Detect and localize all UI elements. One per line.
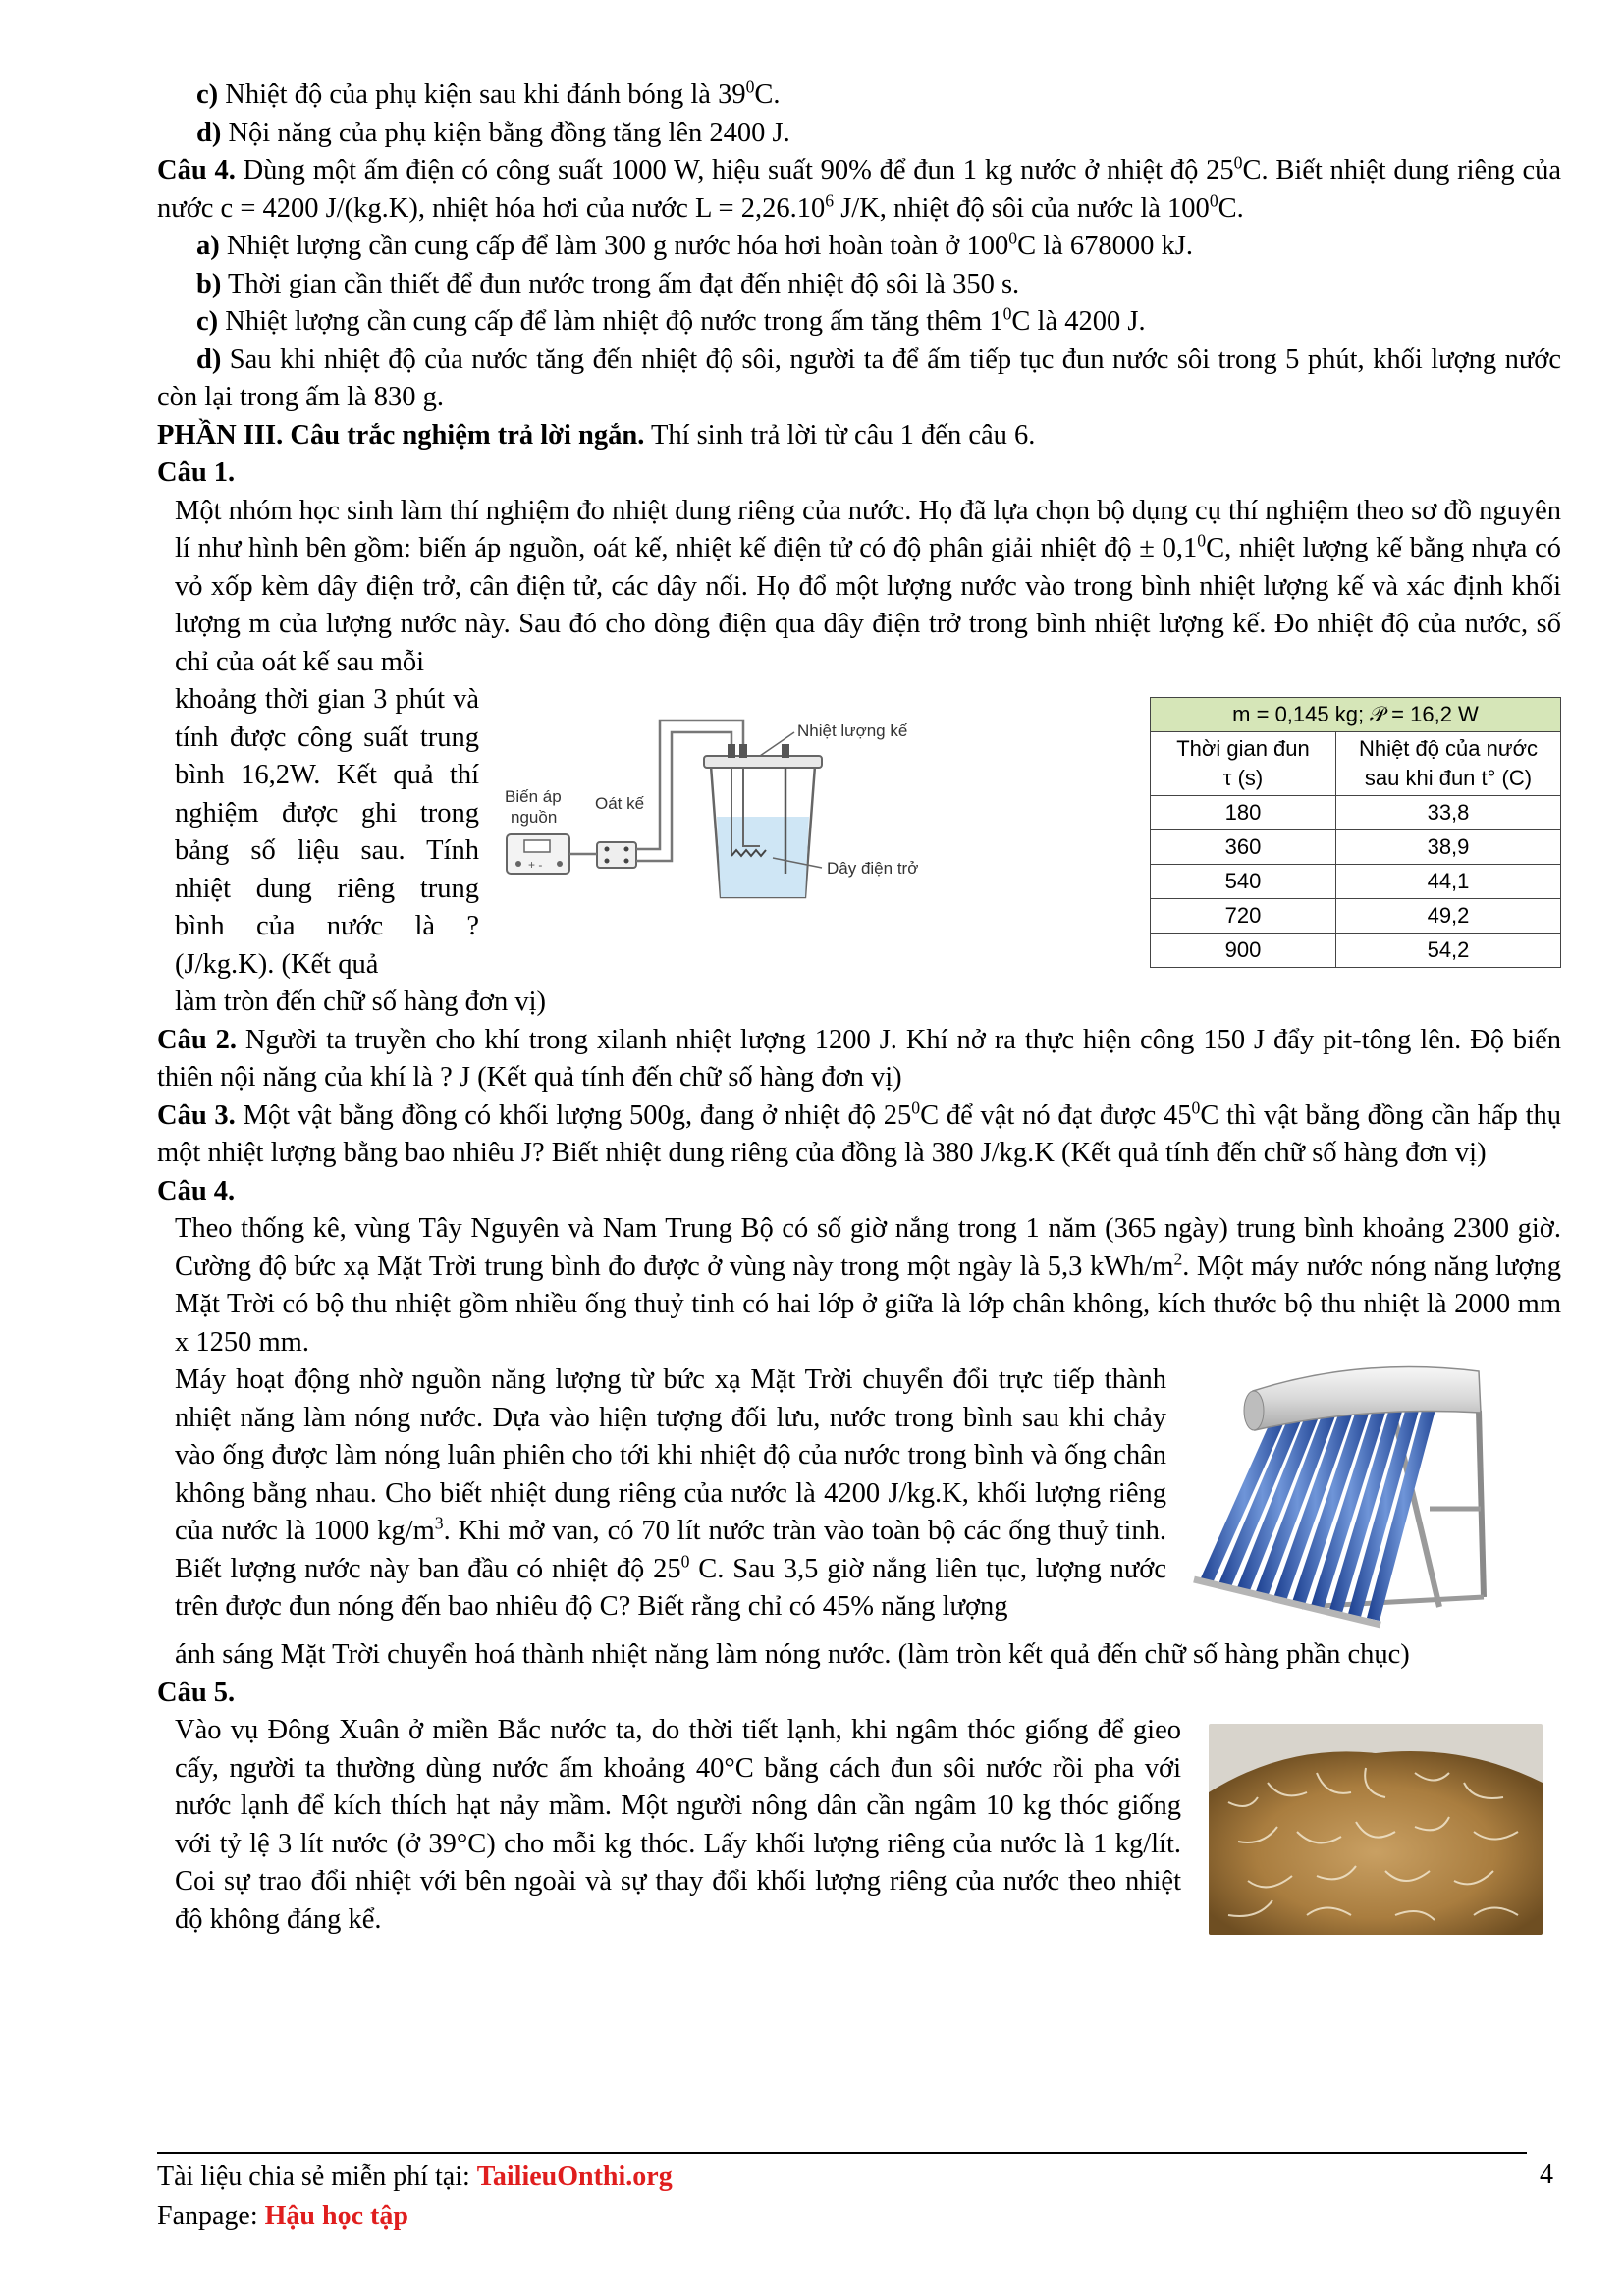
source-terminal-icon [515, 861, 521, 867]
wattmeter-terminal-icon [605, 847, 610, 852]
q4-figure-row [157, 1362, 1561, 1636]
table-header: m = 0,145 kg; 𝒫 = 16,2 W [1151, 698, 1561, 732]
terminal-icon [728, 744, 735, 758]
q5-text: Vào vụ Đông Xuân ở miền Bắc nước ta, do thời tiết lạnh, khi ngâm thóc giống để gieo cấy, người ta thường dùng nước ấm khoảng 40°C bằng cách đun sôi nước rồi pha với nước lạnh để kích thích hạt nảy mầm. Một người nông dân cần ngâm 10 kg thóc giống với tỷ lệ 3 lít nước (ở 39°C) cho mỗi kg thóc. Lấy khối lượng riêng của nước là 1 kg/lít. Coi sự trao đổi nhiệt với bên ngoài và sự thay đổi khối lượng riêng của nước theo nhiệt độ không đáng kể. [175, 1715, 1181, 1935]
q4-prev-option-d: d) Sau khi nhiệt độ của nước tăng đến nhiệt độ sôi, người ta để ấm tiếp tục đun nước sôi trong 5 phút, khối lượng nước còn lại trong ấm là 830 g. [157, 344, 1561, 412]
source-display [524, 840, 550, 852]
q2-text: Câu 2. Người ta truyền cho khí trong xilanh nhiệt lượng 1200 J. Khí nở ra thực hiện công 150 J đẩy pit-tông lên. Độ biến thiên nội năng của khí là ? J (Kết quả tính đến chữ số hàng đơn vị) [157, 1024, 1561, 1093]
table-row: 180 33,8 [1151, 796, 1561, 830]
thermometer-icon [782, 744, 789, 758]
q1-label: Câu 1. [157, 457, 236, 488]
q4-prev-option-a: a) Nhiệt lượng cần cung cấp để làm 300 g nước hóa hơi hoàn toàn ở $100^0C$ là 678000 kJ. [196, 228, 1193, 261]
q4-text: Theo thống kê, vùng Tây Nguyên và Nam Trung Bộ có số giờ nắng trong 1 năm (365 ngày) trung bình khoảng 2300 giờ. Cường độ bức xạ Mặt Trời trung bình đo được ở vùng này trong một ngày là 5,3 kWh/$m^2$. Một máy nước nóng năng lượng Mặt Trời có bộ thu nhiệt gồm nhiều ống thuỷ tinh có hai lớp ở giữa là lớp chân không, kích thước bộ thu nhiệt là 2000 mm x 1250 mm. [175, 1213, 1561, 1358]
wattmeter-label: Oát kế [595, 794, 645, 813]
wattmeter-terminal-icon [624, 847, 629, 852]
water-tank [1253, 1367, 1481, 1431]
q4-prev-option-b: b) Thời gian cần thiết để đun nước trong ấm đạt đến nhiệt độ sôi là 350 s. [196, 268, 1020, 299]
q5-label: Câu 5. [157, 1677, 236, 1708]
table-row: 540 44,1 [1151, 865, 1561, 899]
source-terminal-icon [557, 861, 563, 867]
q5-figure-row [157, 1712, 1561, 1939]
table-row: 900 54,2 [1151, 934, 1561, 968]
document-body [157, 77, 1561, 1939]
q4-prev-stem: Câu 4. Dùng một ấm điện có công suất 1000 W, hiệu suất 90% để đun 1 kg nước ở nhiệt độ $25^0C$. Biết nhiệt dung riêng của nước c = 4200 J/(kg.K), nhiệt hóa hơi của nước $L = 2,26.10^6$ J/K, nhiệt độ sôi của nước là $100^0C$. [157, 152, 1561, 224]
tank-end-cap [1244, 1391, 1264, 1430]
wattmeter-terminal-icon [605, 859, 610, 864]
q1-side-text: khoảng thời gian 3 phút và tính được công suất trung bình 16,2W. Kết quả thí nghiệm được ghi trong bảng số liệu sau. Tính nhiệt dung riêng trung bình của nước là ? (J/kg.K). (Kết quả [175, 684, 479, 980]
column-header-temperature: Nhiệt độ của nước sau khi đun t° (C) [1336, 732, 1561, 796]
q1-text: Một nhóm học sinh làm thí nghiệm đo nhiệt dung riêng của nước. Họ đã lựa chọn bộ dụng cụ thí nghiệm theo sơ đồ nguyên lí như hình bên gồm: biến áp nguồn, oát kế, nhiệt kế điện tử có độ phân giải nhiệt độ ± $0,1^0C$, nhiệt lượng kế bằng nhựa có vỏ xốp kèm dây điện trở, cân điện tử, các dây nối. Họ đổ một lượng nước vào trong bình nhiệt lượng kế và xác định khối lượng m của lượng nước này. Sau đó cho dòng điện qua dây điện trở trong bình nhiệt lượng kế. Đo nhiệt độ của nước, số chỉ của oát kế sau mỗi [175, 495, 1561, 677]
column-header-time: Thời gian đun τ (s) [1151, 732, 1336, 796]
data-table [1150, 697, 1561, 968]
footer-site-link[interactable]: TailieuOnthi.org [476, 2162, 673, 2192]
calorimeter-lid [704, 756, 822, 768]
footer-fanpage-link[interactable]: Hậu học tập [264, 2201, 408, 2231]
source-label-2: nguồn [511, 808, 558, 827]
q3-option-d: d) Nội năng của phụ kiện bằng đồng tăng lên 2400 J. [196, 117, 790, 148]
germinated-rice-image [1209, 1724, 1543, 1935]
experiment-diagram [503, 709, 969, 915]
resistor-label: Dây điện trở [827, 859, 919, 878]
q3-option-c: c) Nhiệt độ của phụ kiện sau khi đánh bóng là $39^0C$. [196, 77, 781, 110]
footer-divider [157, 2152, 1527, 2154]
wattmeter-box [597, 842, 636, 868]
source-polarity-icon: + - [528, 858, 543, 872]
q4-side-text: Máy hoạt động nhờ nguồn năng lượng từ bức xạ Mặt Trời chuyển đổi trực tiếp thành nhiệt năng làm nóng nước. Dựa vào hiện tượng đối lưu, nước trong bình sau khi chảy vào ống được làm nóng luân phiên cho tới khi nhiệt độ của nước trong bình và ống chân không bằng nhau. Cho biết nhiệt dung riêng của nước là 4200 J/kg.K, khối lượng riêng của nước là 1000 $kg/m^3$. Khi mở van, có 70 lít nước tràn vào toàn bộ các ống thuỷ tinh. Biết lượng nước này ban đầu có nhiệt độ $25^0$ C. Sau 3,5 giờ nắng liên tục, lượng nước trên được đun nóng đến bao nhiêu độ C? Biết rằng chỉ có 45% năng lượng [175, 1364, 1167, 1622]
terminal-icon [739, 744, 747, 758]
heater-frame [1479, 1411, 1484, 1597]
q1-tail: làm tròn đến chữ số hàng đơn vị) [175, 987, 546, 1017]
footer [157, 2158, 673, 2236]
source-label-1: Biến áp [505, 787, 562, 806]
calorimeter-label: Nhiệt lượng kế [797, 721, 908, 740]
solar-water-heater-image [1184, 1362, 1498, 1636]
q1-figure-row [157, 681, 1561, 984]
q4-prev-option-c: c) Nhiệt lượng cần cung cấp để làm nhiệt độ nước trong ấm tăng thêm $1^0C$ là 4200 J. [196, 303, 1146, 337]
page-number: 4 [1540, 2160, 1553, 2190]
wattmeter-terminal-icon [624, 859, 629, 864]
q4-label: Câu 4. [157, 1175, 236, 1206]
heater-frame [1302, 1597, 1484, 1607]
q3-text: Câu 3. Một vật bằng đồng có khối lượng 500g, đang ở nhiệt độ $25^0C$ để vật nó đạt được $45^0C$ thì vật bằng đồng cần hấp thụ một nhiệt lượng bằng bao nhiêu J? Biết nhiệt dung riêng của đồng là 380 J/kg.K (Kết quả tính đến chữ số hàng đơn vị) [157, 1097, 1562, 1168]
table-row: 360 38,9 [1151, 830, 1561, 865]
part3-heading: PHẦN III. Câu trắc nghiệm trả lời ngắn. Thí sinh trả lời từ câu 1 đến câu 6. [157, 419, 1036, 451]
footer-line-1: Tài liệu chia sẻ miễn phí tại: TailieuOnthi.org [157, 2162, 673, 2192]
q4-tail: ánh sáng Mặt Trời chuyển hoá thành nhiệt năng làm nóng nước. (làm tròn kết quả đến chữ số hàng phần chục) [175, 1639, 1410, 1670]
table-row: 720 49,2 [1151, 899, 1561, 934]
footer-line-2: Fanpage: Hậu học tập [157, 2201, 408, 2231]
vacuum-tubes [1199, 1388, 1440, 1621]
